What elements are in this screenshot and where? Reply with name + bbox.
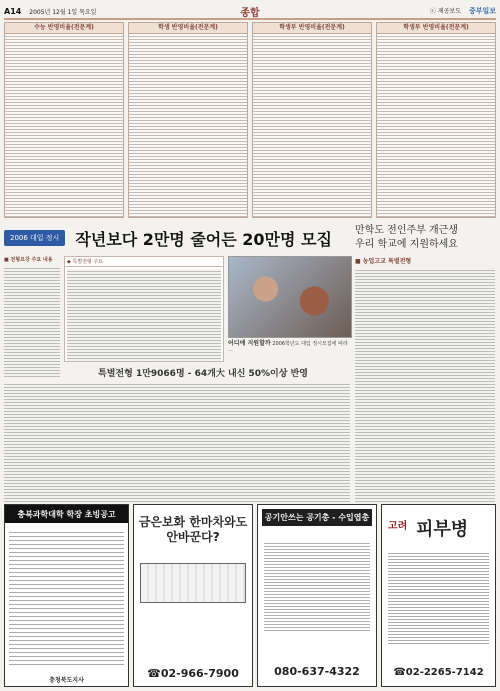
site-label: ⓒ 제공보도 (429, 8, 462, 15)
ad-jewelry-title (134, 515, 252, 545)
table-column (4, 22, 124, 218)
ad-college-title: 충북과학대학 학장 초빙공고 (5, 505, 128, 523)
page-number: A14 (4, 6, 22, 16)
ad-college[interactable] (4, 504, 129, 687)
table-column-header: 학생 반영비율(전문계) (129, 23, 247, 34)
ad-college-body (9, 529, 124, 666)
right-article-heading: ■ 농업고교 특별전형 (355, 258, 412, 265)
photo-caption-text: 2006학년도 대입 정시모집에 따라 ... (228, 341, 348, 353)
ad-dermatology-small: 고려 (388, 521, 408, 532)
article-subhead: 특별전형 1만9066명 - 64개大 내신 50%이상 반영 (98, 369, 308, 379)
ads-row (4, 504, 496, 687)
table-column-body (129, 34, 247, 218)
ad-dermatology-body (388, 551, 489, 645)
small-table (64, 256, 224, 362)
ad-dermatology-phone: ☎02-2265-7142 (393, 667, 484, 678)
table-column-header: 학생부 반영비율(전문계) (377, 23, 495, 34)
photo-caption-title: 어디에 지원할까 (228, 340, 271, 347)
table-column (252, 22, 372, 218)
article-photo (228, 256, 352, 338)
brand-logo: 중부일보 (468, 7, 496, 15)
small-table-body (67, 269, 221, 363)
side-article-title (355, 224, 495, 252)
ad-dermatology[interactable] (381, 504, 496, 687)
ad-jewelry-product-box (140, 563, 246, 603)
table-column (128, 22, 248, 218)
side-title-line2: 우리 학교에 지원하세요 (355, 239, 458, 250)
table-column-body (377, 34, 495, 218)
page-meta (4, 7, 96, 16)
table-column-body (253, 34, 371, 218)
ad-airgun-title: 공기안쓰는 공기총 - 수입엽총 (262, 509, 372, 526)
table-column-header: 학생부 반영비율(전문계) (253, 23, 371, 34)
ad-jewelry-title-line1: 금은보화 한마차와도 (138, 515, 248, 529)
left-column-heading: ■ 전형요강 주요 내용 (4, 257, 53, 263)
left-column (4, 256, 60, 378)
ad-airgun[interactable] (257, 504, 377, 687)
section-title: 종합 (240, 7, 260, 19)
page-header (4, 4, 496, 20)
publish-date: 2005년 12월 1일 목요일 (29, 8, 97, 16)
ad-jewelry-title-line2: 안바꾼다? (166, 530, 220, 544)
photo-caption (228, 338, 350, 353)
left-column-body (4, 266, 60, 378)
ad-college-foot: 충청북도지사 (49, 677, 84, 684)
brand-area (430, 6, 496, 16)
right-article (355, 256, 495, 502)
ad-airgun-phone: 080-637-4322 (274, 665, 360, 678)
ad-dermatology-title: 피부병 (416, 519, 469, 540)
table-column-header: 수능 반영비율(전문계) (5, 23, 123, 34)
table-column-body (5, 34, 123, 218)
right-article-body (355, 268, 495, 503)
small-table-heading: ◆ 특별전형 주요 (65, 257, 223, 267)
main-article-body (4, 382, 350, 502)
table-column (376, 22, 496, 218)
admissions-table (4, 22, 496, 218)
side-title-line1: 만학도 전인주부 개근생 (355, 225, 458, 236)
banner-tag: 2006 대입 정시 (4, 230, 65, 246)
banner-title: 작년보다 2만명 줄어든 20만명 모집 (75, 229, 332, 249)
ad-jewelry-phone: ☎02-966-7900 (147, 667, 239, 680)
ad-jewelry[interactable] (133, 504, 253, 687)
ad-airgun-body (264, 541, 370, 633)
